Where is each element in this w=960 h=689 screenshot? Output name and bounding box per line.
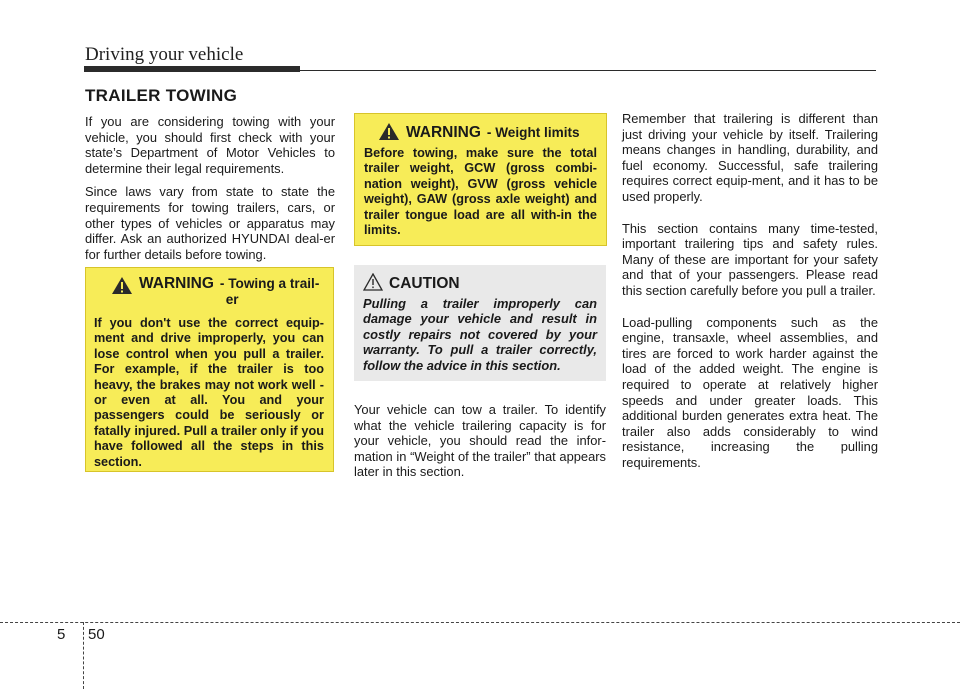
header-title: Driving your vehicle bbox=[85, 44, 244, 65]
footer-divider bbox=[83, 622, 84, 689]
paragraph: This section contains many time-tested, important trailering tips and safety rules. Many of these are important for your safety and that of your passengers. Please read this section carefully before you pull a trailer. bbox=[622, 220, 878, 298]
column-middle-text bbox=[354, 402, 606, 488]
paragraph: If you are considering towing with your vehicle, you should first check with your state’s Department of Motor Vehicles to determine their legal requirements. bbox=[85, 114, 335, 176]
caution-heading bbox=[363, 273, 597, 293]
warning-heading bbox=[94, 276, 324, 308]
warning-label: WARNING bbox=[139, 275, 214, 292]
warning-body: If you don't use the correct equip-ment and drive improperly, you can lose control when you pull a trailer. For example, if the trailer is too heavy, the brakes may not work well - or even at all. You and your passengers could be seriously or fatally injured. Pull a trailer only if you have followed all the steps in this section. bbox=[94, 316, 324, 469]
column-right-text bbox=[622, 111, 878, 486]
caution-triangle-icon bbox=[363, 273, 383, 291]
caution-label: CAUTION bbox=[389, 275, 460, 292]
header-rule bbox=[300, 70, 876, 71]
caution-body: Pulling a trailer improperly can damage your vehicle and result in costly repairs not covered by your warranty. To pull a trailer correctly, follow the advice in this section. bbox=[363, 296, 597, 373]
header-bar bbox=[84, 66, 300, 72]
column-left-text bbox=[85, 114, 335, 270]
warning-box-weight-limits bbox=[354, 113, 607, 246]
section-title: TRAILER TOWING bbox=[85, 86, 238, 105]
warning-body: Before towing, make sure the total trailer weight, GCW (gross combi-nation weight), GVW (gross vehicle weight), GAW (gross axle weight) and trailer tongue load are all with-in the limits. bbox=[364, 146, 597, 238]
caution-box bbox=[354, 265, 606, 381]
warning-heading bbox=[364, 122, 597, 142]
chapter-number: 5 bbox=[57, 626, 66, 643]
warning-box-towing bbox=[85, 267, 334, 472]
warning-title-cont: er bbox=[225, 292, 239, 307]
paragraph: Load-pulling components such as the engine, transaxle, wheel assemblies, and tires are forced to work harder against the load of the added weight. The engine is required to operate at relatively higher speeds and under greater loads. This additional burden generates extra heat. The trailer also adds considerably to wind resistance, increasing the pulling requirements. bbox=[622, 314, 878, 470]
footer-rule bbox=[0, 622, 960, 623]
page-number: 50 bbox=[88, 626, 105, 643]
warning-title: - Towing a trail- bbox=[219, 276, 320, 291]
paragraph: Since laws vary from state to state the requirements for towing trailers, cars, or other types of vehicles or apparatus may differ. Ask an authorized HYUNDAI deal-er for further details before towing. bbox=[85, 184, 335, 262]
paragraph: Your vehicle can tow a trailer. To identify what the vehicle trailering capacity is for your vehicle, you should read the infor-mation in “Weight of the trailer” that appears later in this section. bbox=[354, 402, 606, 480]
warning-triangle-icon bbox=[111, 276, 133, 295]
warning-title: - Weight limits bbox=[486, 125, 580, 140]
paragraph: Remember that trailering is different than just driving your vehicle by itself. Trailering means changes in handling, durability, and fuel economy. Successful, safe trailering requires correct equip-ment, and it has to be used properly. bbox=[622, 111, 878, 204]
warning-triangle-icon bbox=[378, 122, 400, 141]
warning-label: WARNING bbox=[406, 124, 481, 141]
